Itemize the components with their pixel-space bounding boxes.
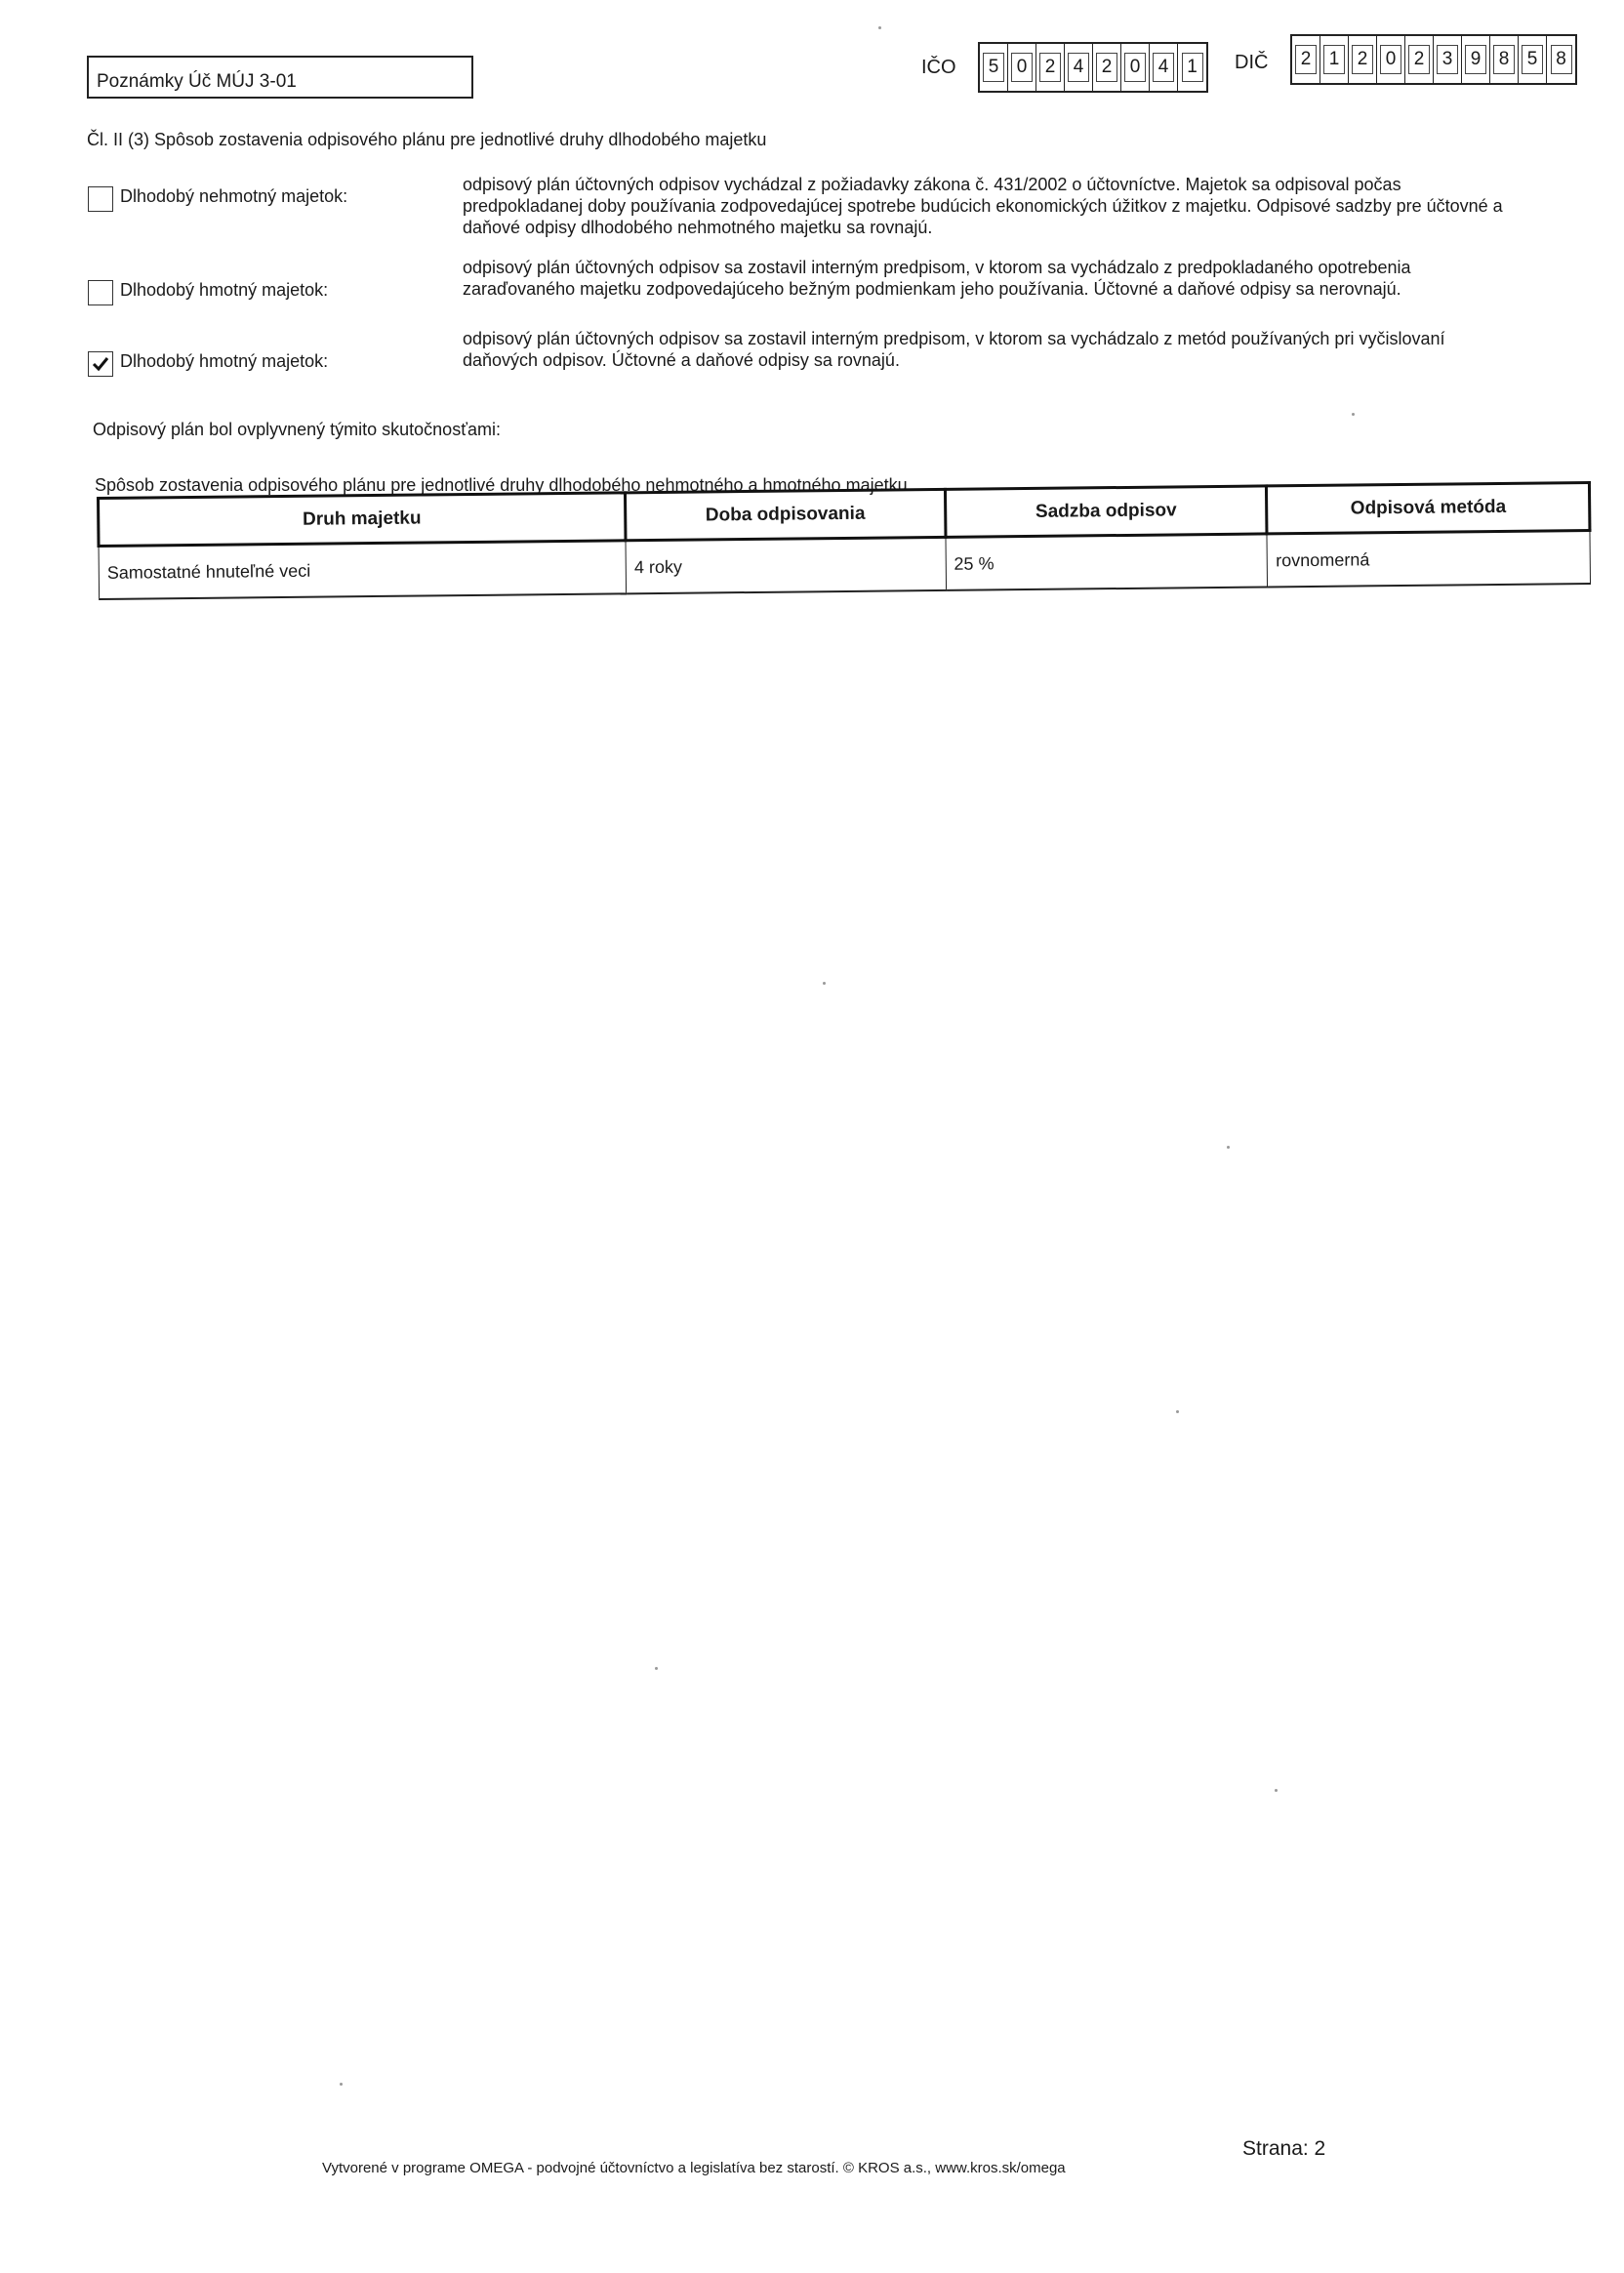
id-digit-value: 2 [1408,45,1430,74]
scan-speck [1352,413,1355,416]
dic-digits [1290,34,1577,85]
id-digit-value: 8 [1551,45,1572,74]
id-digit-value: 0 [1124,53,1146,82]
asset-option-label: Dlhodobý nehmotný majetok: [120,186,348,206]
scan-speck [1176,1410,1179,1413]
id-digit-value: 9 [1465,45,1486,74]
id-digit [1008,44,1036,91]
asset-option-intangible [88,174,1513,242]
scan-speck [1227,1146,1230,1149]
asset-option-description: odpisový plán účtovných odpisov sa zostavil interným predpisom, v ktorom sa vychádzalo z metód používaných pri vyčislovaní daňových odpisov. Účtovné a daňové odpisy sa rovnajú. [463,329,1445,370]
column-header: Druh majetku [99,493,627,547]
id-digit [1093,44,1121,91]
id-digit [1150,44,1178,91]
id-digit [1121,44,1150,91]
dic-label: DIČ [1235,52,1269,73]
table-cell: Samostatné hnuteľné veci [99,541,627,599]
id-digit [1434,36,1462,83]
scan-speck [823,982,826,985]
footer-note: Vytvorené v programe OMEGA - podvojné účtovníctvo a legislatíva bez starostí. © KROS a.s., www.kros.sk/omega [322,2160,1066,2176]
id-digit [1547,36,1575,83]
id-digit-value: 3 [1437,45,1458,74]
asset-option-description: odpisový plán účtovných odpisov sa zostavil interným predpisom, v ktorom sa vychádzalo z predpokladaného opotrebenia zaraďovaného majetku zodpovedajúceho bežným podmienkam jeho používania. Účtovné a daňové odpisy sa nerovnajú. [463,258,1411,299]
scan-speck [655,1667,658,1670]
column-header: Doba odpisovania [626,489,946,540]
id-digit-value: 0 [1380,45,1401,74]
id-digit-value: 4 [1153,53,1174,82]
asset-option-tangible-2 [88,328,1513,377]
page-number: Strana: 2 [1242,2137,1326,2160]
id-digit-value: 5 [983,53,1004,82]
column-header: Odpisová metóda [1267,482,1590,533]
scan-speck [878,26,881,29]
column-header: Sadzba odpisov [945,486,1267,537]
table-cell: 4 roky [626,537,946,593]
scan-speck [1275,1789,1278,1792]
id-digit-value: 1 [1182,53,1203,82]
asset-option-tangible-1 [88,257,1513,305]
id-digit [1405,36,1434,83]
id-digit-value: 0 [1011,53,1033,82]
checkmark-icon [91,354,110,374]
id-digit [1462,36,1490,83]
id-digit-value: 8 [1493,45,1515,74]
id-digit-value: 2 [1096,53,1117,82]
form-title: Poznámky Úč MÚJ 3-01 [87,56,473,99]
id-digit-value: 1 [1323,45,1345,74]
id-digit-value: 5 [1522,45,1543,74]
scan-speck [340,2083,343,2086]
asset-option-description: odpisový plán účtovných odpisov vychádzal z požiadavky zákona č. 431/2002 o účtovníctve. Majetok sa odpisoval počas predpokladanej doby používania zodpovedajúcej spotrebe budúcich ekonomických úžitkov z majetku. Odpisové sadzby pre účtovné a daňové odpisy dlhodobého nehmotného majetku sa rovnajú. [463,175,1503,237]
id-digit [1349,36,1377,83]
id-digit [1519,36,1547,83]
id-digit [1320,36,1349,83]
id-digit [1065,44,1093,91]
id-digit [1036,44,1065,91]
id-digit-value: 2 [1295,45,1317,74]
table-cell: rovnomerná [1267,530,1590,587]
checkbox-tangible-1[interactable] [88,280,113,305]
id-digit [1292,36,1320,83]
id-digit-value: 2 [1352,45,1373,74]
checkbox-tangible-2[interactable] [88,351,113,377]
influenced-text: Odpisový plán bol ovplyvnený týmito skutočnosťami: [93,420,501,439]
table-cell: 25 % [946,534,1268,590]
ico-digits [978,42,1208,93]
id-digit-value: 4 [1068,53,1089,82]
id-digit [1490,36,1519,83]
section-heading: Čl. II (3) Spôsob zostavenia odpisového plánu pre jednotlivé druhy dlhodobého majetku [87,130,767,149]
table-heading: Spôsob zostavenia odpisového plánu pre jednotlivé druhy dlhodobého nehmotného a hmotného majetku [95,475,908,495]
id-digit-value: 2 [1039,53,1061,82]
id-digit [1178,44,1206,91]
id-digit [980,44,1008,91]
depreciation-table [97,481,1592,600]
asset-option-label: Dlhodobý hmotný majetok: [120,280,329,300]
id-digit [1377,36,1405,83]
asset-option-label: Dlhodobý hmotný majetok: [120,351,329,371]
checkbox-intangible[interactable] [88,186,113,212]
ico-label: IČO [921,57,956,78]
